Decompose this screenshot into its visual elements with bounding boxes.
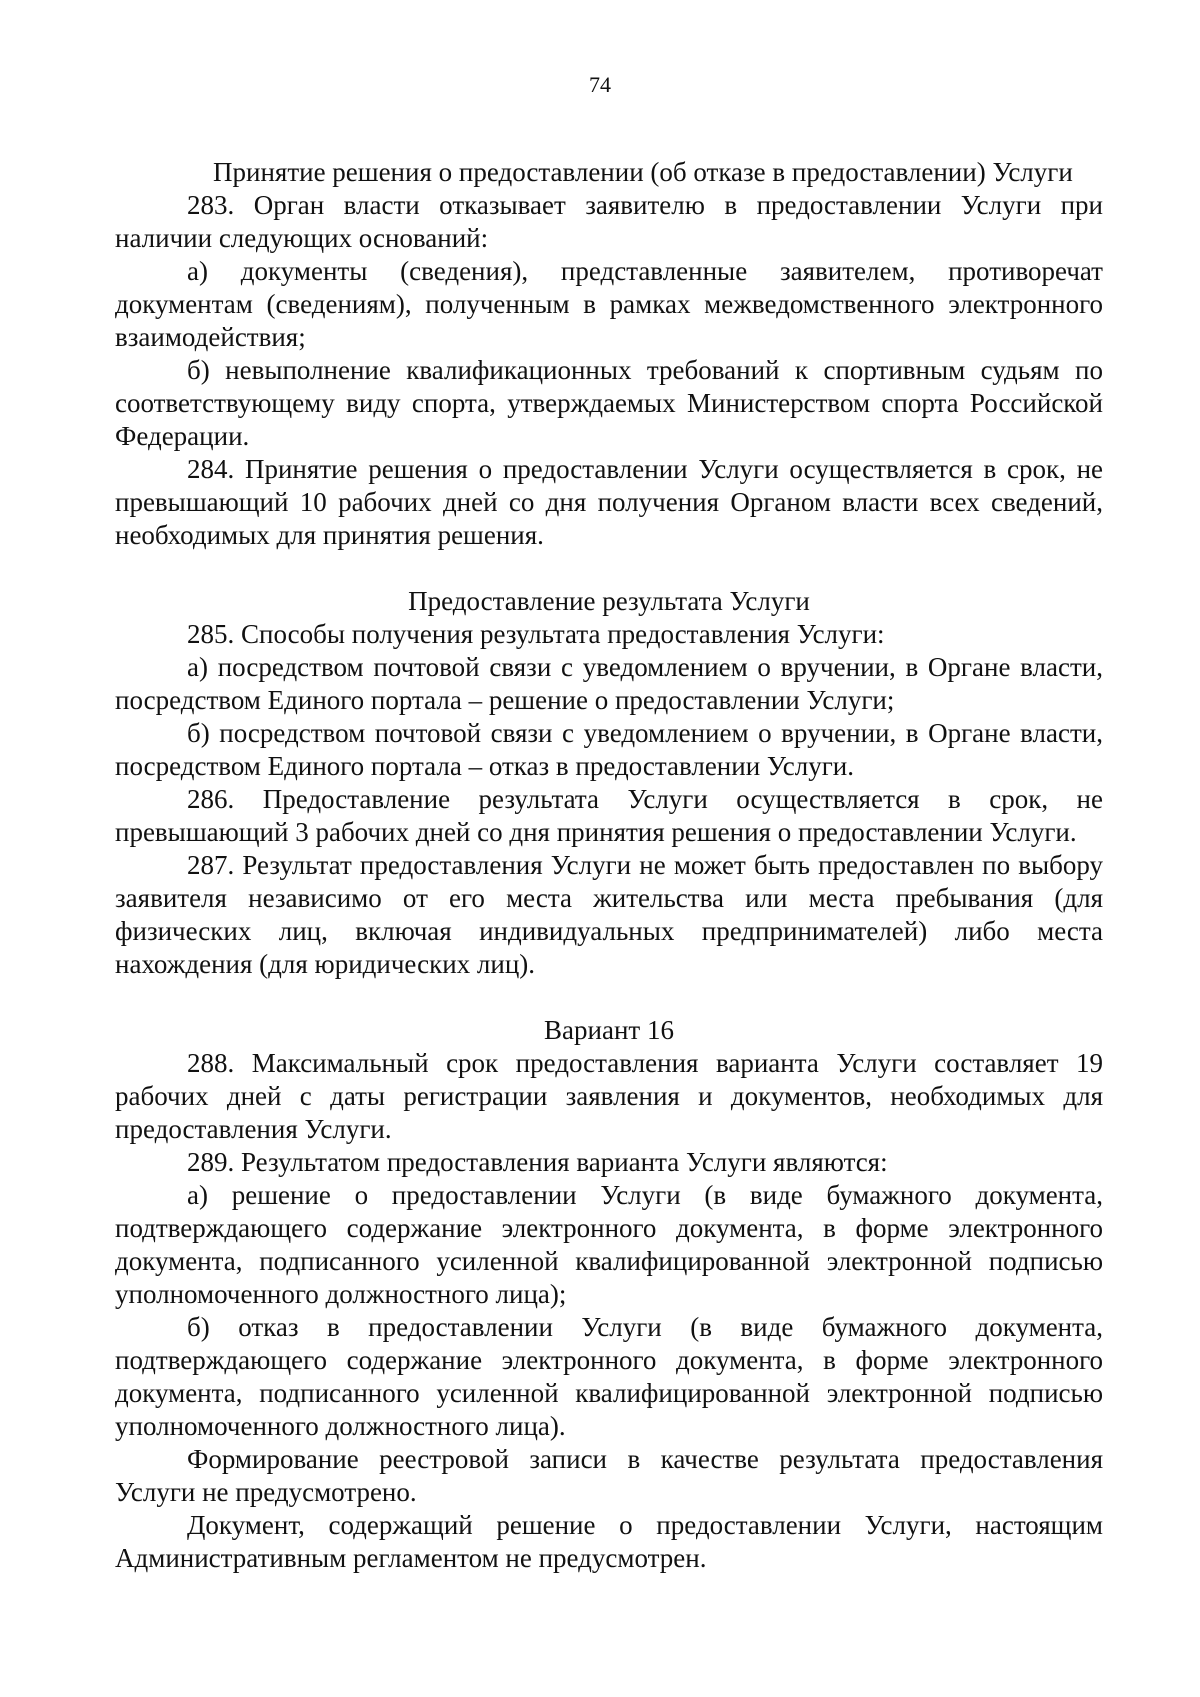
paragraph: б) посредством почтовой связи с уведомлением о вручении, в Органе власти, посредством Единого портала – отказ в предоставлении Услуги. <box>115 718 1103 781</box>
document-body <box>115 156 1103 1575</box>
paragraph: 283. Орган власти отказывает заявителю в предоставлении Услуги при наличии следующих оснований: <box>115 190 1103 253</box>
paragraph: б) отказ в предоставлении Услуги (в виде бумажного документа, подтверждающего содержание электронного документа, в форме электронного документа, подписанного усиленной квалифицированной электронной подписью уполномоченного должностного лица). <box>115 1312 1103 1441</box>
paragraph: а) решение о предоставлении Услуги (в виде бумажного документа, подтверждающего содержание электронного документа, в форме электронного документа, подписанного усиленной квалифицированной электронной подписью уполномоченного должностного лица); <box>115 1180 1103 1309</box>
paragraph: 288. Максимальный срок предоставления варианта Услуги составляет 19 рабочих дней с даты регистрации заявления и документов, необходимых для предоставления Услуги. <box>115 1048 1103 1144</box>
paragraph: б) невыполнение квалификационных требований к спортивным судьям по соответствующему виду спорта, утверждаемых Министерством спорта Российской Федерации. <box>115 355 1103 451</box>
paragraph: Документ, содержащий решение о предоставлении Услуги, настоящим Административным регламентом не предусмотрен. <box>115 1510 1103 1573</box>
section-gap <box>115 552 1103 585</box>
paragraph: 287. Результат предоставления Услуги не может быть предоставлен по выбору заявителя независимо от его места жительства или места пребывания (для физических лиц, включая индивидуальных предпринимателей) либо места нахождения (для юридических лиц). <box>115 850 1103 979</box>
section-gap <box>115 981 1103 1014</box>
section-heading: Вариант 16 <box>544 1015 674 1045</box>
section-heading: Принятие решения о предоставлении (об отказе в предоставлении) Услуги <box>213 157 1073 187</box>
page-number: 74 <box>589 72 611 97</box>
paragraph: 285. Способы получения результата предоставления Услуги: <box>187 619 885 649</box>
paragraph: а) посредством почтовой связи с уведомлением о вручении, в Органе власти, посредством Единого портала – решение о предоставлении Услуги; <box>115 652 1103 715</box>
paragraph: 289. Результатом предоставления варианта Услуги являются: <box>187 1147 888 1177</box>
paragraph: 286. Предоставление результата Услуги осуществляется в срок, не превышающий 3 рабочих дней со дня принятия решения о предоставлении Услуги. <box>115 784 1103 847</box>
paragraph: 284. Принятие решения о предоставлении Услуги осуществляется в срок, не превышающий 10 рабочих дней со дня получения Органом власти всех сведений, необходимых для принятия решения. <box>115 454 1103 550</box>
paragraph: а) документы (сведения), представленные заявителем, противоречат документам (сведениям), полученным в рамках межведомственного электронного взаимодействия; <box>115 256 1103 352</box>
paragraph: Формирование реестровой записи в качестве результата предоставления Услуги не предусмотрено. <box>115 1444 1103 1507</box>
section-heading: Предоставление результата Услуги <box>408 586 810 616</box>
